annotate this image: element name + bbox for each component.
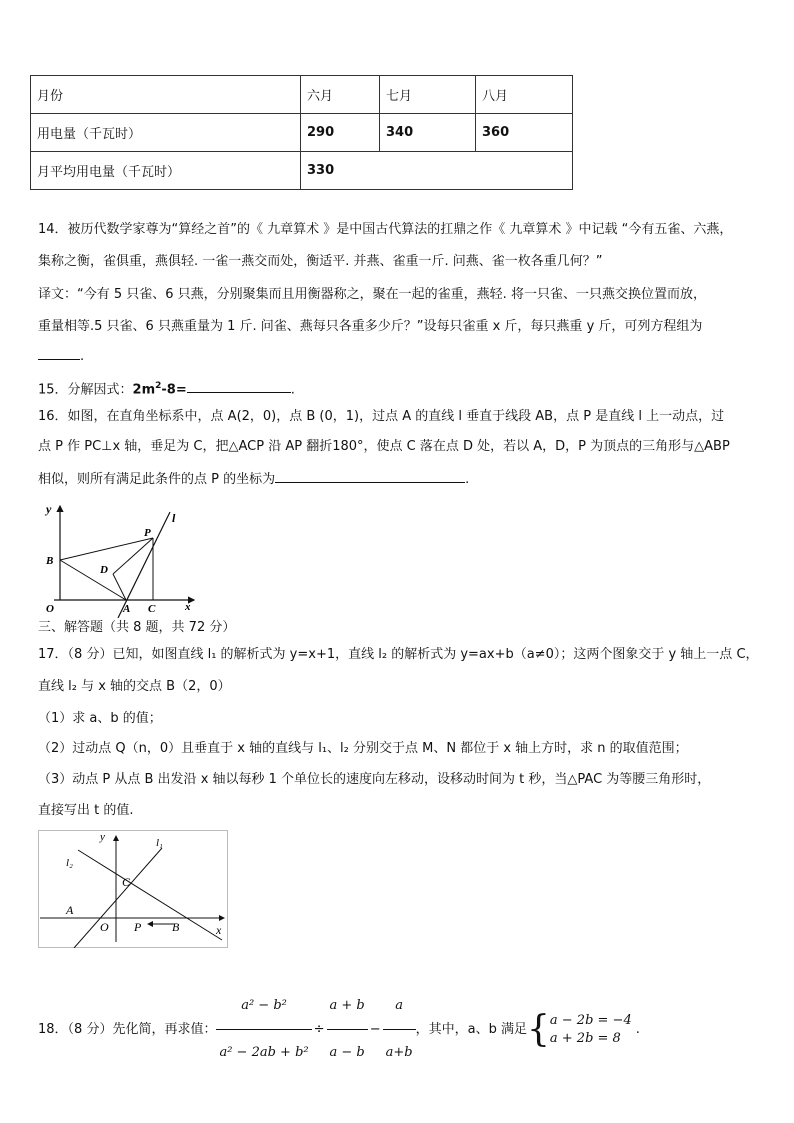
- q16-line-2: 点 P 作 PC⊥x 轴，垂足为 C，把△ACP 沿 AP 翻折180°，使点 C 落在点 D 处，若以 A，D，P 为顶点的三角形与△ABP: [38, 439, 730, 454]
- table-row: [31, 152, 573, 190]
- q16-line-3: 相似，则所有满足此条件的点 P 的坐标为 .: [38, 468, 469, 489]
- table-cell: 六月: [301, 76, 380, 114]
- fig-label: l₂: [66, 857, 73, 869]
- fig-label: O: [46, 603, 54, 615]
- fig-label: P: [134, 920, 142, 934]
- table-cell: 290: [301, 114, 380, 152]
- fraction: $\frac{a + b}{a - b}$: [327, 984, 368, 1075]
- q14-line-1: 14．被历代数学家尊为“算经之首”的《 九章算术 》是中国古代算法的扛鼎之作《 九章算术 》中记载 “今有五雀、六燕，: [38, 222, 733, 237]
- q16-figure: [38, 500, 200, 618]
- fig-label: P: [144, 527, 151, 539]
- fig-label: C: [148, 603, 156, 615]
- q16-line-1: 16．如图，在直角坐标系中，点 A(2，0)，点 B (0，1)，过点 A 的直线 l 垂直于线段 AB，点 P 是直线 l 上一动点，过: [38, 409, 725, 424]
- q15-line: 15．分解因式：$2m^2-8=$ .: [38, 377, 295, 399]
- fig-label: B: [172, 920, 180, 934]
- q17-figure: [38, 830, 228, 948]
- fig-label: y: [46, 502, 52, 516]
- q17-part-3a: （3）动点 P 从点 B 出发沿 x 轴以每秒 1 个单位长的速度向左移动，设移动时间为 t 秒，当△PAC 为等腰三角形时，: [38, 772, 711, 787]
- table-row: [31, 76, 573, 114]
- left-brace: {: [526, 1008, 550, 1050]
- table-cell: 360: [476, 114, 573, 152]
- answer-blank[interactable]: [38, 345, 80, 360]
- table-cell: 月份: [31, 76, 301, 114]
- q17-part-2: （2）过动点 Q（n，0）且垂直于 x 轴的直线与 l₁、l₂ 分别交于点 M、N 都位于 x 轴上方时，求 n 的取值范围；: [38, 741, 688, 756]
- q18-line: 18．（8 分）先化简，再求值： $\frac{\text{a² − b²}}{\text{a² − 2ab + b²}}$ ÷ $\frac{a + b}{a - b}$ − $\frac{a}{a+b}$ ，其中，a、b 满足 { a − 2b = −4 a + 2b = 8 .: [38, 984, 640, 1075]
- figure-frame: [39, 831, 228, 948]
- fig-label: l₁: [156, 837, 163, 849]
- q17-line-1: 17．（8 分）已知，如图直线 l₁ 的解析式为 y=x+1，直线 l₂ 的解析式为 y=ax+b（a≠0）；这两个图象交于 y 轴上一点 C，: [38, 647, 759, 662]
- table-cell: 月平均用电量（千瓦时）: [31, 152, 301, 190]
- q17-part-3b: 直接写出 t 的值.: [38, 803, 134, 818]
- answer-blank[interactable]: [275, 468, 465, 483]
- segment-bp: [60, 538, 153, 560]
- table-row: [31, 114, 573, 152]
- fig-label: D: [100, 564, 108, 576]
- q14-answer-line: .: [38, 345, 84, 366]
- q14-line-4: 重量相等.5 只雀、6 只燕重量为 1 斤. 问雀、燕每只各重多少斤？”设每只雀重 x 斤，每只燕重 y 斤，可列方程组为: [38, 319, 703, 334]
- table-cell: 330: [301, 152, 573, 190]
- section-title: 三、解答题（共 8 题，共 72 分）: [38, 620, 236, 635]
- fig-label: B: [46, 555, 54, 567]
- fig-label: C: [122, 875, 131, 889]
- q17-part-1: （1）求 a、b 的值；: [38, 711, 162, 726]
- fig-label: O: [100, 920, 109, 934]
- equation-system: a − 2b = −4 a + 2b = 8: [549, 1012, 632, 1046]
- answer-blank[interactable]: [187, 378, 291, 393]
- fig-label: A: [123, 603, 131, 615]
- fig-label: x: [216, 923, 222, 937]
- q14-line-2: 集称之衡，雀俱重，燕俱轻. 一雀一燕交而处，衡适平. 并燕、雀重一斤. 问燕、雀一枚各重几何？”: [38, 254, 603, 269]
- table-cell: 340: [380, 114, 476, 152]
- table-cell: 八月: [476, 76, 573, 114]
- fig-label: l: [172, 511, 176, 525]
- fraction: $\frac{a}{a+b}$: [383, 984, 416, 1075]
- q17-line-2: 直线 l₂ 与 x 轴的交点 B（2，0）: [38, 679, 231, 694]
- fig-label: y: [100, 831, 105, 843]
- line-l1: [74, 848, 162, 948]
- fig-label: A: [66, 903, 74, 917]
- electricity-table: [30, 75, 573, 190]
- q14-line-3: 译文：“今有 5 只雀、6 只燕，分别聚集而且用衡器称之，聚在一起的雀重，燕轻. 将一只雀、一只燕交换位置而放，: [38, 287, 706, 302]
- table-cell: 用电量（千瓦时）: [31, 114, 301, 152]
- fig-label: x: [185, 601, 191, 613]
- segment-dp: [113, 538, 153, 574]
- table-cell: 七月: [380, 76, 476, 114]
- fraction: $\frac{\text{a² − b²}}{\text{a² − 2ab + b²}}$: [216, 984, 311, 1075]
